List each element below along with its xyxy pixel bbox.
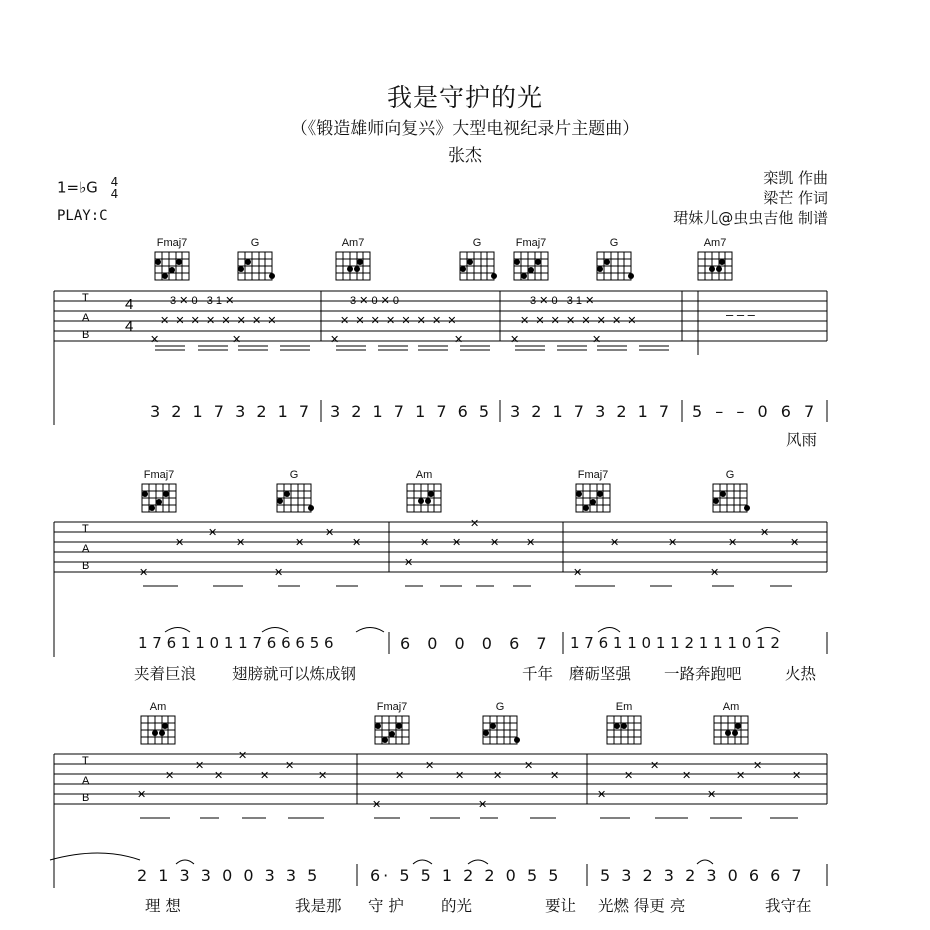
numbered-notation: 3 2 1 7 1 7 6 5 [330, 402, 493, 421]
svg-text:A: A [82, 312, 90, 324]
svg-text:A: A [82, 775, 90, 787]
composer: 栾凯 作曲 [763, 169, 828, 187]
svg-text:✕ ✕ ✕ ✕ ✕ ✕ ✕ ✕: ✕ ✕ ✕ ✕ ✕ ✕ ✕ ✕ [340, 315, 457, 327]
svg-text:T: T [82, 523, 89, 535]
svg-text:✕: ✕ [790, 537, 800, 549]
svg-text:✕: ✕ [668, 537, 678, 549]
chord-diagram-row2 [142, 484, 750, 512]
tab-notes-row1 [82, 292, 756, 346]
lyric: 守 护 [368, 897, 404, 915]
lyric: 理 想 [145, 897, 181, 915]
svg-text:T: T [82, 755, 89, 767]
play-key: PLAY:C [57, 208, 108, 224]
svg-text:T: T [82, 292, 89, 304]
svg-text:✕: ✕ [592, 334, 602, 346]
svg-text:✕ ✕ ✕ ✕ ✕ ✕ ✕ ✕: ✕ ✕ ✕ ✕ ✕ ✕ ✕ ✕ [520, 315, 637, 327]
chord-label: Fmaj7 [376, 701, 408, 713]
svg-text:✕: ✕ [526, 537, 536, 549]
svg-text:✕: ✕ [420, 537, 430, 549]
svg-text:4: 4 [125, 318, 134, 335]
chord-label: Am [149, 701, 167, 713]
svg-text:✕: ✕ [404, 557, 414, 569]
lyric: 千年 [522, 665, 554, 683]
chord-label: G [289, 469, 299, 481]
chord-label: Am [415, 469, 433, 481]
numbered-notation: 5 3 2 3 2 3 0 6 6 7 [600, 866, 805, 885]
numbered-notation: 2 1 3 3 0 0 3 3 5 [137, 866, 321, 885]
numbered-notation: 6 0 0 0 6 7 [400, 634, 553, 653]
svg-text:✕: ✕ [455, 770, 465, 782]
svg-text:✕: ✕ [493, 770, 503, 782]
svg-text:✕: ✕ [510, 334, 520, 346]
chord-label: Fmaj7 [156, 237, 188, 249]
svg-text:✕: ✕ [524, 760, 534, 772]
numbered-notation: 1 7 6 1 1 0 1 1 2 1 1 1 0 1 2 [570, 634, 780, 652]
lyric: 一路奔跑吧 [664, 665, 742, 683]
chord-diagram-row3 [141, 716, 748, 744]
lyric: 要让 [545, 897, 577, 915]
lyric: 夹着巨浪 [134, 665, 197, 683]
time-bottom: 4 [110, 187, 119, 201]
artist-name: 张杰 [448, 146, 482, 166]
svg-text:✕: ✕ [478, 799, 488, 811]
lyric: 翅膀就可以炼成钢 [232, 665, 357, 683]
svg-text:✕: ✕ [330, 334, 340, 346]
svg-text:B: B [82, 792, 90, 804]
svg-text:✕: ✕ [610, 537, 620, 549]
svg-text:✕: ✕ [238, 750, 248, 762]
svg-text:✕: ✕ [232, 334, 242, 346]
numbered-notation: 3 2 1 7 3 2 1 7 [510, 402, 673, 421]
svg-text:✕: ✕ [753, 760, 763, 772]
svg-text:3 ✕ 0 ✕ 0: 3 ✕ 0 ✕ 0 [350, 295, 400, 307]
svg-text:✕: ✕ [325, 527, 335, 539]
svg-text:3 ✕ 0 3 1 ✕: 3 ✕ 0 3 1 ✕ [530, 295, 595, 307]
lyricist: 梁芒 作词 [763, 189, 828, 207]
svg-text:✕: ✕ [318, 770, 328, 782]
svg-text:✕: ✕ [550, 770, 560, 782]
numbered-notation: 6· 5 5 1 2 2 0 5 5 [370, 866, 562, 885]
svg-text:✕: ✕ [150, 334, 160, 346]
svg-text:✕: ✕ [274, 567, 284, 579]
svg-text:– – –: – – – [726, 307, 755, 322]
svg-text:B: B [82, 329, 90, 341]
chord-label: G [472, 237, 482, 249]
lyric: 的光 [441, 897, 473, 915]
tab-notes-row3 [82, 750, 801, 811]
chord-label: Fmaj7 [515, 237, 547, 249]
lyric: 我是那 [295, 897, 342, 915]
svg-text:✕: ✕ [236, 537, 246, 549]
chord-label: Am7 [703, 237, 727, 249]
chord-label: Am [722, 701, 740, 713]
chord-label: Am7 [341, 237, 365, 249]
svg-text:✕: ✕ [214, 770, 224, 782]
svg-text:A: A [82, 543, 90, 555]
svg-text:✕: ✕ [352, 537, 362, 549]
transcriber: 珺妹儿@虫虫吉他 制谱 [673, 209, 828, 227]
svg-text:✕: ✕ [707, 789, 717, 801]
lyric: 风雨 [786, 431, 818, 449]
lyric: 我守在 [765, 897, 812, 915]
svg-text:✕: ✕ [710, 567, 720, 579]
svg-text:✕: ✕ [372, 799, 382, 811]
chord-label: Fmaj7 [143, 469, 175, 481]
tab-notes-row2 [82, 518, 799, 579]
svg-text:✕: ✕ [295, 537, 305, 549]
lyric: 火热 [785, 665, 817, 683]
svg-text:✕: ✕ [454, 334, 464, 346]
svg-text:✕: ✕ [490, 537, 500, 549]
svg-text:4: 4 [125, 296, 134, 313]
svg-text:✕: ✕ [470, 518, 480, 530]
time-top: 4 [110, 175, 119, 189]
svg-text:✕: ✕ [792, 770, 802, 782]
svg-text:✕: ✕ [573, 567, 583, 579]
svg-text:✕: ✕ [624, 770, 634, 782]
svg-text:✕: ✕ [452, 537, 462, 549]
chord-label: Fmaj7 [577, 469, 609, 481]
svg-text:✕ ✕ ✕ ✕ ✕ ✕ ✕ ✕: ✕ ✕ ✕ ✕ ✕ ✕ ✕ ✕ [160, 315, 277, 327]
numbered-notation: 3 2 1 7 3 2 1 7 [150, 402, 313, 421]
svg-text:✕: ✕ [425, 760, 435, 772]
song-title: 我是守护的光 [386, 83, 543, 112]
svg-text:✕: ✕ [195, 760, 205, 772]
svg-text:✕: ✕ [208, 527, 218, 539]
lyric: 磨砺坚强 [569, 665, 632, 683]
lyric: 光燃 得更 亮 [598, 897, 686, 915]
svg-text:✕: ✕ [650, 760, 660, 772]
svg-text:✕: ✕ [760, 527, 770, 539]
key-label: 1=♭G [57, 178, 98, 197]
chord-label: G [495, 701, 505, 713]
song-subtitle: （《锻造雄师向复兴》大型电视纪录片主题曲） [290, 119, 640, 139]
chord-label: G [250, 237, 260, 249]
svg-text:✕: ✕ [137, 789, 147, 801]
svg-text:✕: ✕ [175, 537, 185, 549]
chord-diagram-row1 [155, 252, 732, 280]
svg-text:✕: ✕ [728, 537, 738, 549]
svg-text:B: B [82, 560, 90, 572]
chord-label: G [609, 237, 619, 249]
svg-text:✕: ✕ [260, 770, 270, 782]
svg-text:✕: ✕ [736, 770, 746, 782]
svg-text:✕: ✕ [285, 760, 295, 772]
svg-text:✕: ✕ [597, 789, 607, 801]
svg-text:✕: ✕ [682, 770, 692, 782]
chord-label: G [725, 469, 735, 481]
svg-text:✕: ✕ [139, 567, 149, 579]
svg-text:✕: ✕ [165, 770, 175, 782]
chord-label: Em [615, 701, 633, 713]
svg-text:✕: ✕ [395, 770, 405, 782]
numbered-notation: 5 – – 0 6 7 [692, 402, 819, 421]
numbered-notation: 1 7 6 1 1 0 1 1 7 6 6 6 5 6 [138, 634, 334, 652]
svg-text:3 ✕ 0 3 1 ✕: 3 ✕ 0 3 1 ✕ [170, 295, 235, 307]
